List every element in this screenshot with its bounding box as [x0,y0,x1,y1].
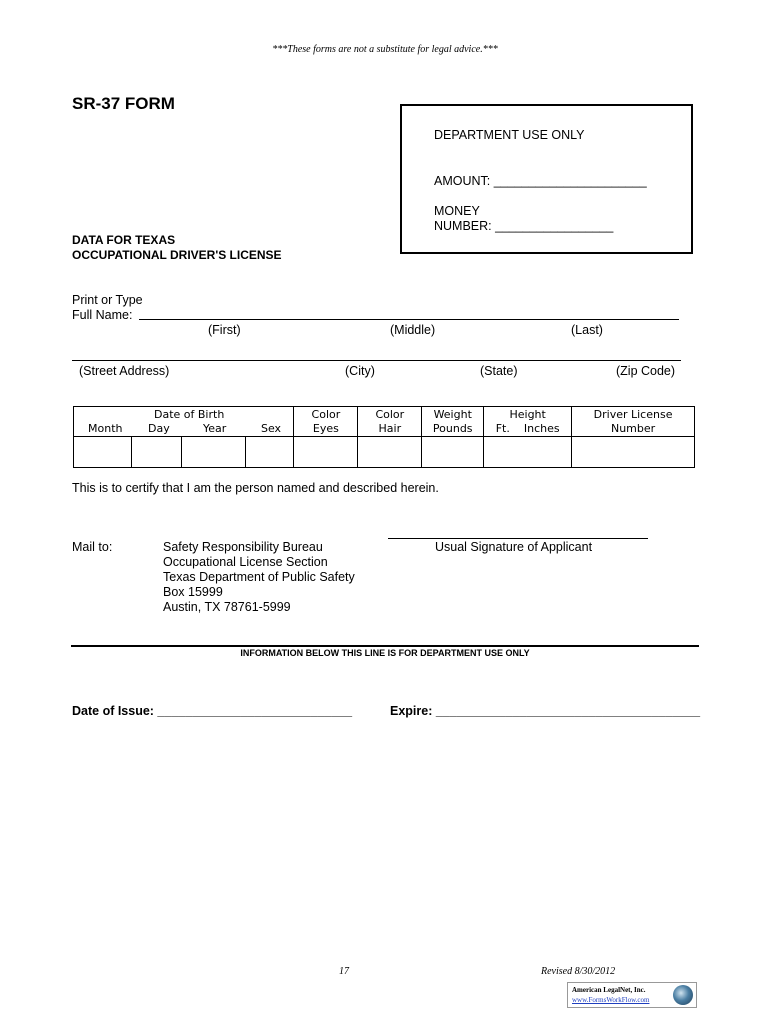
day-cell[interactable] [131,437,181,468]
signature-label: Usual Signature of Applicant [435,540,593,554]
color-eyes-header [294,407,358,437]
mail-to-label: Mail to: [72,540,113,554]
mail-address-block [163,540,355,615]
color-eyes-line1: Color [311,407,341,421]
middle-name-caption: (Middle) [390,323,436,337]
mail-address-line: Austin, TX 78761-5999 [163,600,291,614]
full-name-input-line[interactable] [139,319,679,320]
signature-line[interactable] [388,538,648,539]
revised-date: Revised 8/30/2012 [541,966,616,977]
globe-icon [673,985,693,1005]
department-use-title: DEPARTMENT USE ONLY [434,128,585,142]
color-hair-line1: Color [375,407,405,421]
month-label: Month [88,422,123,435]
city-caption: (City) [345,364,375,378]
date-of-birth-header [74,407,294,437]
weight-header [422,407,484,437]
form-title: SR-37 FORM [72,94,175,113]
last-name-caption: (Last) [571,323,603,337]
department-use-box [400,104,693,254]
disclaimer: ***These forms are not a substitute for legal advice.*** [272,44,498,55]
zip-code-caption: (Zip Code) [616,364,676,378]
first-name-caption: (First) [208,323,241,337]
year-label: Year [203,422,227,435]
date-of-birth-label: Date of Birth [154,408,225,421]
height-label: Height [509,407,546,421]
driver-license-cell[interactable] [572,437,695,468]
expire-field[interactable]: Expire: ______________________________________ [390,704,701,718]
color-eyes-cell[interactable] [294,437,358,468]
street-address-caption: (Street Address) [79,364,170,378]
month-cell[interactable] [74,437,132,468]
table-entry-row [74,437,695,468]
inches-label: Inches [523,421,560,435]
amount-field[interactable]: AMOUNT: ______________________ [434,174,647,188]
subtitle-line1: DATA FOR TEXAS [72,233,176,247]
department-divider [71,645,699,647]
driver-license-line2: Number [610,421,656,435]
height-header [484,407,572,437]
logo-website-link[interactable]: www.FormsWorkFlow.com [572,996,650,1004]
subtitle-line2: OCCUPATIONAL DRIVER'S LICENSE [72,248,282,262]
page-number: 17 [339,966,349,977]
mail-address-line: Box 15999 [163,585,223,599]
sex-cell[interactable] [245,437,294,468]
color-hair-header [358,407,422,437]
height-cell[interactable] [484,437,572,468]
day-label: Day [148,422,170,435]
department-use-notice: INFORMATION BELOW THIS LINE IS FOR DEPARTMENT USE ONLY [240,648,530,658]
logo-company-name: American LegalNet, Inc. [572,986,646,994]
money-label: MONEY [434,204,480,218]
state-caption: (State) [480,364,518,378]
weight-line2: Pounds [432,421,473,435]
money-number-field[interactable]: NUMBER: _________________ [434,219,614,233]
color-eyes-line2: Eyes [312,421,339,435]
year-cell[interactable] [181,437,245,468]
weight-cell[interactable] [422,437,484,468]
american-legalnet-logo [567,982,697,1008]
driver-license-line1: Driver License [593,407,673,421]
date-of-issue-field[interactable]: Date of Issue: ____________________________ [72,704,353,718]
mail-address-line: Texas Department of Public Safety [163,570,355,584]
table-header-row [74,407,695,437]
address-input-line[interactable] [72,360,681,361]
identification-table [73,406,695,468]
print-or-type-label: Print or Type [72,293,143,307]
color-hair-line2: Hair [378,421,402,435]
driver-license-header [572,407,695,437]
sex-label: Sex [261,422,282,435]
mail-address-line: Occupational License Section [163,555,328,569]
full-name-label: Full Name: [72,308,133,322]
mail-address-line: Safety Responsibility Bureau [163,540,323,554]
certify-text: This is to certify that I am the person named and described herein. [72,481,439,495]
ft-label: Ft. [495,421,510,435]
color-hair-cell[interactable] [358,437,422,468]
weight-line1: Weight [433,407,472,421]
